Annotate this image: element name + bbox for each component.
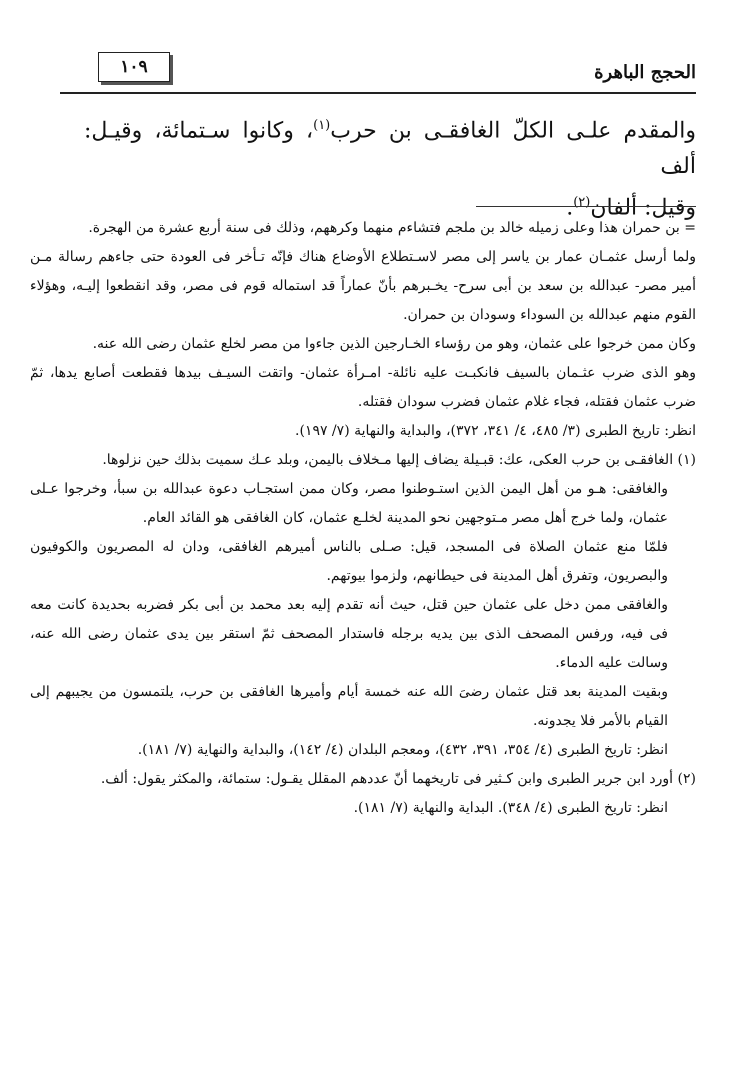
footnote-citation: انظر: تاريخ الطبرى (٤/ ٣٥٤، ٣٩١، ٤٣٢)، ومعجم البلدان (٤/ ١٤٢)، والبداية والنهاية (٧/ ١٨١). (137, 742, 668, 758)
footnote-ref-2: (٢) (573, 195, 591, 211)
main-text (84, 108, 696, 227)
footnote-citation: انظر: تاريخ الطبرى (٣/ ٤٨٥، ٤/ ٣٤١، ٣٧٢)، والبداية والنهاية (٧/ ١٩٧). (295, 423, 696, 439)
main-line-2-cont: . (566, 195, 574, 221)
footnote-2: (٢) أورد ابن جرير الطبرى وابن كـثير فى تاريخهما أنّ عددهم المقلل يقـول: ستمائة، والمكثر يقول: ألف. (100, 771, 696, 787)
footnote-paragraph: فلمّا منع عثمان الصلاة فى المسجد، قيل: صـلى بالناس أميرهم الغافقى، ودان له المصريون والكوفيون والبصريون، وتفرق أهل المدينة فى حيطانهم، ولزموا بيوتهم. (30, 539, 668, 584)
footnotes (30, 214, 696, 823)
footnote-paragraph: ولما أرسل عثمـان عمار بن ياسر إلى مصر لاسـتطلاع الأوضاع هناك فإنّه تـأخر فى العودة حتى جاءهم رسالة مـن أمير مصر- عبدالله بن سعد بن أبى سرح- يخـبرهم بأنّ عماراً قد استماله قوم فى مصر، وقد انقطعوا إليـه، وهؤلاء القوم منهم عبدالله بن السوداء وسودان بن حمران. (30, 249, 696, 323)
running-title: الحجج الباهرة (594, 62, 696, 83)
main-line-1 (84, 108, 696, 185)
footnote-1: (١) الغافقـى بن حرب العكى، عك: قبـيلة يضاف إليها مـخلاف باليمن، وبلد عـك سميت بذلك حين نزلوها. (102, 452, 696, 468)
footnote-ref-1: (١) (313, 118, 331, 133)
footnote-separator (476, 206, 696, 207)
main-line-1-text: والمقدم علـى الكلّ الغافقـى بن حرب (330, 118, 696, 144)
footnote-paragraph: وكان ممن خرجوا على عثمان، وهو من رؤساء الخـارجين الذين جاءوا من مصر لخلع عثمان رضى الله عنه. (92, 336, 696, 352)
footnote-paragraph: وبقيت المدينة بعد قتل عثمان رضىَ الله عنه خمسة أيام وأميرها الغافقى بن حرب، يلتمسون من يجيبهم إلى القيام بالأمر فلا يجدونه. (30, 684, 668, 729)
footnote-paragraph: والغافقى: هـو من أهل اليمن الذين استـوطنوا مصر، وكان ممن استجـاب دعوة عبدالله بن سبأ، وخرجوا عـلى عثمان، ولما خرج أهل مصر مـتوجهين نحو المدينة لخلـع عثمان، كان الغافقى هو القائد العام. (30, 481, 668, 526)
footnote-citation: انظر: تاريخ الطبرى (٤/ ٣٤٨). البداية والنهاية (٧/ ١٨١). (353, 800, 668, 816)
main-line-1-cont: ، وكانوا سـتمائة، وقيـل: ألف (84, 118, 696, 180)
footnote-paragraph: والغافقى ممن دخل على عثمان حين قتل، حيث أنه تقدم إليه بعد محمد بن أبى بكر فضربه بحديدة كانت معه فى فيه، ورفس المصحف الذى بين يديه برجله فاستدار المصحف ثمّ استقر بين يدى عثمان رضى الله عنه، وسالت عليه الدماء. (30, 597, 668, 671)
page-number: ١٠٩ (98, 52, 170, 82)
header-rule (60, 92, 696, 94)
footnote-paragraph: وهو الذى ضرب عثـمان بالسيف فانكبـت عليه نائلة- امـرأة عثمان- واتقت السيـف بيدها فقطعت أصابع يدها، ثمّ ضرب عثمان فقتله، فجاء غلام عثمان فضرب سودان فقتله. (30, 365, 696, 410)
page-header (60, 44, 696, 96)
footnote-paragraph: = بن حمران هذا وعلى زميله خالد بن ملجم فتشاءم منهما وكرههم، وذلك فى سنة أربع عشرة من الهجرة. (88, 220, 696, 236)
main-line-2-text: وقيل: ألفان (590, 195, 696, 221)
